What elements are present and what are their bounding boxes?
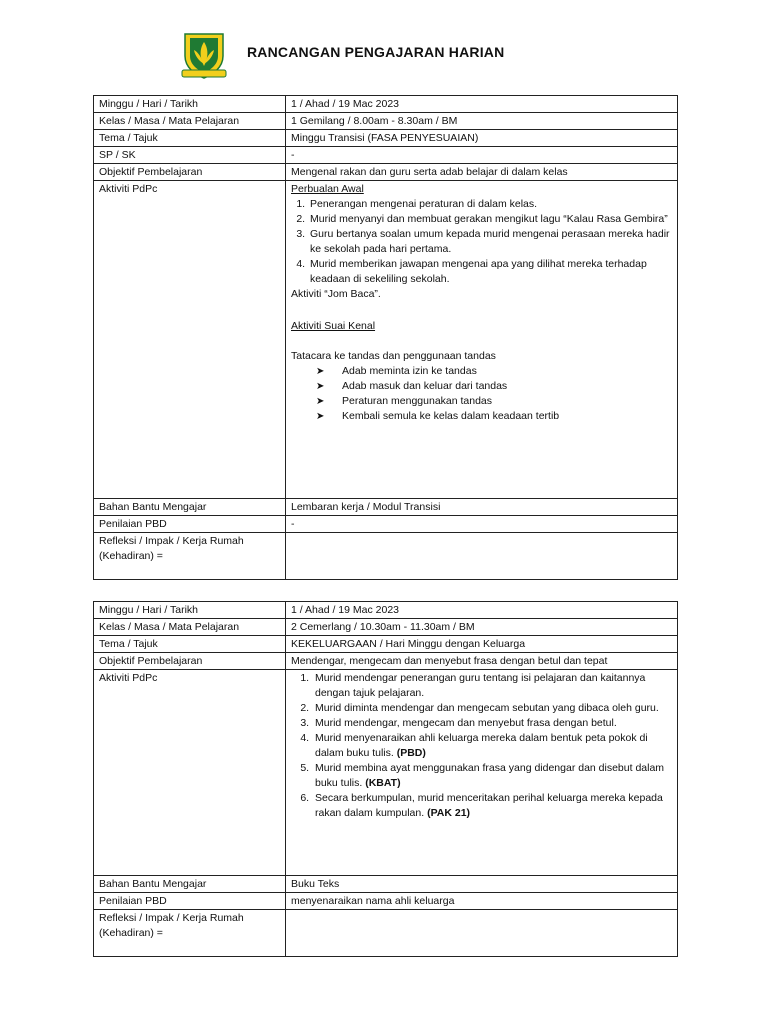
activity-steps [291,671,672,821]
activity-heading: Perbualan Awal [291,183,364,195]
list-item [316,379,672,394]
row-value: Mengenal rakan dan guru serta adab belajar di dalam kelas [286,164,678,181]
bullet-text: Adab masuk dan keluar dari tandas [342,380,508,392]
bullet-text: Adab meminta izin ke tandas [342,365,477,377]
row-date [94,602,678,619]
row-value: Lembaran kerja / Modul Transisi [286,499,678,516]
row-theme [94,130,678,147]
list-item [312,716,672,731]
row-value: 2 Cemerlang / 10.30am - 11.30am / BM [286,619,678,636]
row-reflection [94,910,678,957]
list-item: 4. Murid memberikan jawapan mengenai apa yang dilihat mereka terhadap keadaan di sekeliling sekolah. [308,257,672,287]
school-crest-logo [180,30,228,82]
activity-heading: Aktiviti Suai Kenal [291,320,376,332]
row-value: 1 Gemilang / 8.00am - 8.30am / BM [286,113,678,130]
activity-cell [286,670,678,876]
step-text: Murid menyenaraikan ahli keluarga mereka dalam bentuk peta pokok di dalam buku tulis. [315,732,648,759]
list-item [312,731,672,761]
row-label: Kelas / Masa / Mata Pelajaran [94,619,286,636]
activity-cell [286,181,678,499]
step-tag: (PBD) [396,747,426,759]
row-label [94,533,286,580]
row-value: menyenaraikan nama ahli keluarga [286,893,678,910]
row-label: Bahan Bantu Mengajar [94,499,286,516]
activity-subheading: Tatacara ke tandas dan penggunaan tandas [291,350,496,362]
list-item [316,409,672,424]
row-label: Objektif Pembelajaran [94,164,286,181]
arrowhead-bullet-icon: ➤ [316,366,325,377]
row-activity [94,181,678,499]
list-item [316,394,672,409]
bullet-text: Kembali semula ke kelas dalam keadaan tertib [342,410,560,422]
row-activity [94,670,678,876]
row-objective [94,653,678,670]
step-text: Murid membina ayat menggunakan frasa yang didengar dan disebut dalam buku tulis. [315,762,665,789]
list-item: 1. Penerangan mengenai peraturan di dalam kelas. [308,197,672,212]
document-title: RANCANGAN PENGAJARAN HARIAN [247,44,505,60]
step-text: Murid mendengar penerangan guru tentang isi pelajaran dan kaitannya dengan tajuk pelajaran. [315,672,646,699]
row-value: KEKELUARGAAN / Hari Minggu dengan Keluarga [286,636,678,653]
step-tag: (KBAT) [365,777,401,789]
row-theme [94,636,678,653]
lesson-plan-table-1 [93,95,678,580]
list-item: 3. Guru bertanya soalan umum kepada murid mengenai perasaan mereka hadir ke sekolah pada hari pertama. [308,227,672,257]
step-text: Murid mendengar, mengecam dan menyebut frasa dengan betul. [315,717,617,729]
row-label: Minggu / Hari / Tarikh [94,96,286,113]
row-label: Bahan Bantu Mengajar [94,876,286,893]
row-objective [94,164,678,181]
list-item [312,701,672,716]
row-class [94,619,678,636]
step-tag: (PAK 21) [427,807,471,819]
list-item: 2. Murid menyanyi dan membuat gerakan mengikut lagu “Kalau Rasa Gembira” [308,212,672,227]
row-label: Objektif Pembelajaran [94,653,286,670]
step-text: Murid diminta mendengar dan mengecam sebutan yang dibaca oleh guru. [315,702,659,714]
attendance-label: (Kehadiran) = [99,927,163,939]
arrowhead-bullet-icon: ➤ [316,411,325,422]
list-item [312,761,672,791]
row-date [94,96,678,113]
row-label: Tema / Tajuk [94,130,286,147]
row-class [94,113,678,130]
row-value [286,533,678,580]
list-item [316,364,672,379]
row-label: SP / SK [94,147,286,164]
row-label: Tema / Tajuk [94,636,286,653]
step-text: Secara berkumpulan, murid menceritakan perihal keluarga mereka kepada rakan dalam kumpulan. [315,792,663,819]
row-reflection [94,533,678,580]
row-label: Aktiviti PdPc [94,670,286,876]
row-value: 1 / Ahad / 19 Mac 2023 [286,602,678,619]
row-label: Penilaian PBD [94,516,286,533]
activity-bullets [291,364,672,424]
row-assessment [94,893,678,910]
row-value: Buku Teks [286,876,678,893]
bullet-text: Peraturan menggunakan tandas [342,395,493,407]
row-value [286,910,678,957]
arrowhead-bullet-icon: ➤ [316,381,325,392]
reflection-label: Refleksi / Impak / Kerja Rumah [99,535,244,547]
row-materials [94,876,678,893]
list-item [312,791,672,821]
arrowhead-bullet-icon: ➤ [316,396,325,407]
list-item [312,671,672,701]
row-label: Penilaian PBD [94,893,286,910]
row-label: Aktiviti PdPc [94,181,286,499]
row-label: Kelas / Masa / Mata Pelajaran [94,113,286,130]
row-sp-sk [94,147,678,164]
lesson-plan-table-2 [93,601,678,957]
reflection-label: Refleksi / Impak / Kerja Rumah [99,912,244,924]
row-assessment [94,516,678,533]
activity-steps [291,197,672,287]
row-materials [94,499,678,516]
row-value: - [286,147,678,164]
row-value: Mendengar, mengecam dan menyebut frasa dengan betul dan tepat [286,653,678,670]
row-value: - [286,516,678,533]
activity-extra: Aktiviti “Jom Baca”. [291,288,381,300]
attendance-label: (Kehadiran) = [99,550,163,562]
row-value: 1 / Ahad / 19 Mac 2023 [286,96,678,113]
row-label [94,910,286,957]
row-value: Minggu Transisi (FASA PENYESUAIAN) [286,130,678,147]
row-label: Minggu / Hari / Tarikh [94,602,286,619]
